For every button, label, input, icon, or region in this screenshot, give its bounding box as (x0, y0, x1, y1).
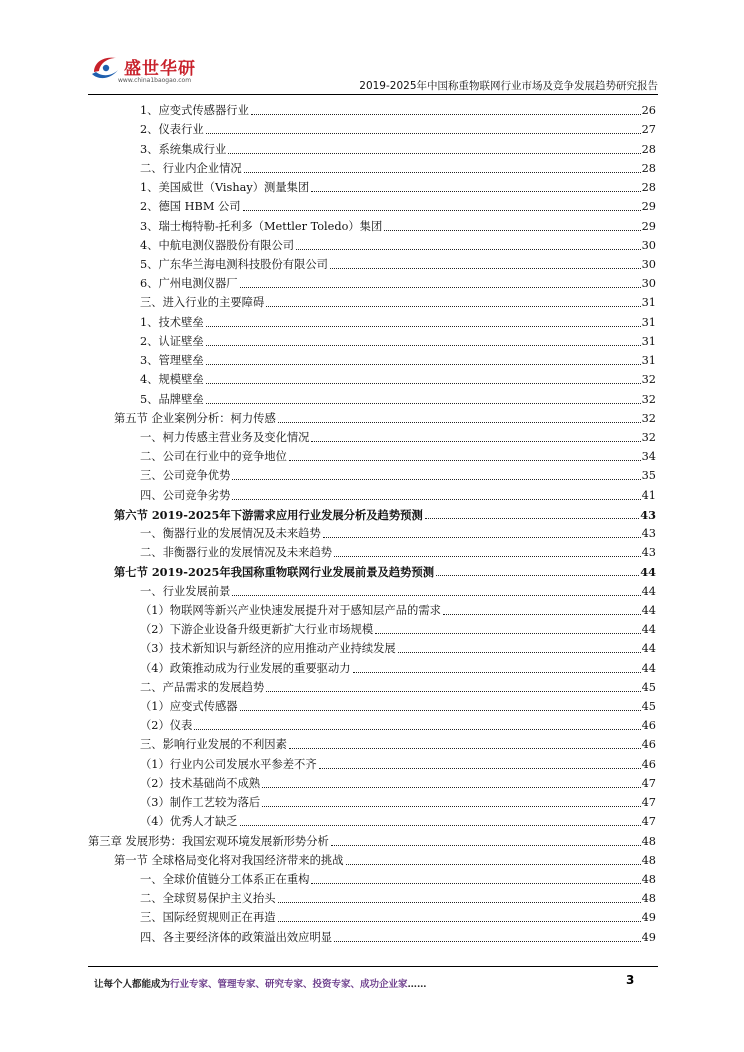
toc-entry-page: 44 (640, 565, 656, 580)
toc-entry-page: 46 (641, 719, 656, 733)
slogan-suffix: …… (407, 979, 427, 990)
toc-entry-page: 28 (641, 161, 656, 175)
toc-entry[interactable] (88, 656, 656, 675)
footer-slogan (94, 976, 427, 990)
toc-dot-leader (278, 921, 641, 922)
toc-entry-page: 44 (641, 584, 656, 598)
logo-url: www.china1baogao.com (118, 77, 192, 84)
toc-entry-page: 32 (641, 373, 656, 387)
toc-entry-page: 28 (641, 142, 656, 156)
toc-dot-leader (311, 441, 640, 442)
toc-entry-label: 一、柯力传感主营业务及变化情况 (140, 430, 310, 444)
report-title: 2019-2025年中国称重物联网行业市场及竞争发展趋势研究报告 (359, 80, 658, 92)
toc-entry[interactable] (88, 637, 656, 656)
toc-entry-page: 47 (641, 776, 656, 790)
toc-entry-page: 44 (641, 642, 656, 656)
toc-dot-leader (262, 806, 640, 807)
toc-entry-page: 31 (641, 315, 656, 329)
toc-entry[interactable] (88, 214, 656, 233)
toc-entry[interactable] (88, 157, 656, 176)
logo-text: 盛世华研 (124, 59, 196, 79)
toc-entry-page: 30 (641, 238, 656, 252)
toc-entry[interactable] (88, 234, 656, 253)
toc-dot-leader (425, 518, 640, 519)
toc-entry-label: 4、中航电测仪器股份有限公司 (140, 238, 295, 252)
toc-entry-label: 第五节 企业案例分析：柯力传感 (114, 411, 276, 425)
toc-entry[interactable] (88, 714, 656, 733)
toc-entry-page: 45 (641, 700, 656, 713)
toc-entry-label: 1、美国威世（Vishay）测量集团 (140, 181, 310, 195)
toc-entry[interactable] (88, 560, 656, 579)
toc-entry-page: 47 (641, 815, 656, 829)
toc-dot-leader (194, 729, 640, 730)
toc-dot-leader (353, 672, 641, 673)
toc-entry-label: （1）应变式传感器 (140, 700, 238, 713)
toc-entry-page: 30 (641, 257, 656, 271)
toc-dot-leader (296, 249, 641, 250)
toc-dot-leader (443, 614, 641, 615)
company-logo (88, 50, 208, 90)
toc-entry-page: 32 (641, 411, 656, 425)
toc-dot-leader (398, 652, 641, 653)
toc-entry-label: 一、衡器行业的发展情况及未来趋势 (140, 527, 321, 541)
toc-entry[interactable] (88, 925, 656, 944)
toc-entry[interactable] (88, 99, 656, 118)
toc-entry-label: （2）技术基础尚不成熟 (140, 776, 261, 790)
page-number: 3 (626, 973, 635, 987)
toc-entry-page: 31 (641, 296, 656, 310)
toc-entry-page: 43 (640, 507, 656, 522)
toc-entry-page: 28 (641, 181, 656, 195)
toc-entry-page: 48 (641, 853, 656, 867)
toc-dot-leader (206, 364, 641, 365)
toc-entry-page: 30 (641, 277, 656, 291)
toc-dot-leader (232, 499, 640, 500)
toc-dot-leader (232, 479, 640, 480)
toc-entry-page: 35 (641, 469, 656, 483)
page-header (88, 44, 658, 92)
toc-dot-leader (206, 326, 641, 327)
toc-dot-leader (228, 153, 640, 154)
toc-entry-page: 29 (641, 219, 656, 233)
slogan-highlight: 行业专家、管理专家、研究专家、投资专家、成功企业家 (170, 979, 408, 990)
toc-entry-label: 第七节 2019-2025年我国称重物联网行业发展前景及趋势预测 (114, 565, 435, 580)
toc-entry-label: 3、系统集成行业 (140, 142, 227, 156)
toc-dot-leader (319, 768, 641, 769)
toc-entry-label: 2、认证壁垒 (140, 334, 204, 348)
toc-dot-leader (240, 710, 641, 711)
toc-entry-label: 3、管理壁垒 (140, 354, 204, 368)
toc-entry-label: 二、行业内企业情况 (140, 161, 242, 175)
toc-entry-label: 5、广东华兰海电测科技股份有限公司 (140, 257, 328, 271)
toc-dot-leader (384, 230, 640, 231)
toc-entry-label: （4）优秀人才缺乏 (140, 815, 238, 829)
toc-entry[interactable] (88, 291, 656, 310)
toc-entry-label: 一、全球价值链分工体系正在重构 (140, 872, 310, 886)
toc-entry-page: 31 (641, 334, 656, 348)
toc-entry-page: 43 (641, 527, 656, 541)
toc-entry[interactable] (88, 464, 656, 483)
toc-dot-leader (206, 133, 641, 134)
toc-entry[interactable] (88, 272, 656, 291)
toc-entry-label: （4）政策推动成为行业发展的重要驱动力 (140, 661, 351, 675)
toc-entry-page: 48 (641, 834, 656, 848)
toc-entry[interactable] (88, 849, 656, 868)
toc-dot-leader (206, 345, 641, 346)
toc-entry-page: 27 (641, 123, 656, 137)
toc-entry-label: 2、德国 HBM 公司 (140, 200, 241, 214)
toc-entry-page: 48 (641, 892, 656, 906)
toc-entry[interactable] (88, 176, 656, 195)
toc-entry-page: 31 (641, 354, 656, 368)
toc-entry[interactable] (88, 310, 656, 329)
toc-entry-page: 34 (641, 450, 656, 464)
toc-entry-page: 47 (641, 796, 656, 810)
toc-entry-label: 第三章 发展形势：我国宏观环境发展新形势分析 (88, 834, 329, 848)
footer-divider (88, 966, 658, 967)
toc-entry[interactable] (88, 599, 656, 618)
toc-dot-leader (243, 210, 641, 211)
toc-entry-label: 一、行业发展前景 (140, 584, 231, 598)
toc-entry-label: （1）物联网等新兴产业快速发展提升对于感知层产品的需求 (140, 603, 441, 617)
toc-entry-page: 46 (641, 757, 656, 771)
toc-dot-leader (346, 864, 641, 865)
toc-entry-page: 49 (641, 930, 656, 944)
toc-entry-label: 第六节 2019-2025年下游需求应用行业发展分析及趋势预测 (114, 507, 423, 522)
toc-entry[interactable] (88, 387, 656, 406)
toc-entry-label: 三、影响行业发展的不利因素 (140, 738, 287, 752)
toc-dot-leader (244, 172, 641, 173)
toc-entry[interactable] (88, 868, 656, 887)
slogan-prefix: 让每个人都能成为 (94, 979, 171, 990)
header-divider (88, 94, 658, 95)
toc-entry-page: 43 (641, 546, 656, 560)
toc-dot-leader (436, 575, 639, 576)
toc-entry-page: 45 (641, 680, 656, 694)
toc-entry-label: 二、非衡器行业的发展情况及未来趋势 (140, 546, 333, 560)
toc-entry-page: 26 (641, 104, 656, 118)
toc-dot-leader (266, 691, 640, 692)
toc-entry-label: 4、规模壁垒 (140, 373, 204, 387)
toc-entry[interactable] (88, 522, 656, 541)
toc-entry-label: 1、技术壁垒 (140, 315, 204, 329)
toc-entry-label: 二、全球贸易保护主义抬头 (140, 892, 276, 906)
toc-entry-label: 三、公司竞争优势 (140, 469, 231, 483)
toc-entry-page: 32 (641, 430, 656, 444)
toc-entry[interactable] (88, 695, 656, 714)
toc-dot-leader (311, 883, 640, 884)
toc-entry-page: 29 (641, 200, 656, 214)
toc-dot-leader (375, 633, 640, 634)
toc-entry[interactable] (88, 330, 656, 349)
toc-entry-label: 3、瑞士梅特勒-托利多（Mettler Toledo）集团 (140, 219, 383, 233)
toc-entry-page: 41 (641, 488, 656, 502)
toc-entry-label: （1）行业内公司发展水平参差不齐 (140, 757, 317, 771)
table-of-contents (88, 99, 656, 945)
toc-entry[interactable] (88, 829, 656, 848)
toc-entry[interactable] (88, 349, 656, 368)
toc-entry[interactable] (88, 118, 656, 137)
toc-entry[interactable] (88, 752, 656, 771)
toc-dot-leader (334, 941, 641, 942)
toc-entry-label: （2）下游企业设备升级更新扩大行业市场规模 (140, 623, 374, 637)
toc-entry[interactable] (88, 887, 656, 906)
toc-entry[interactable] (88, 368, 656, 387)
toc-entry-label: 四、各主要经济体的政策溢出效应明显 (140, 930, 333, 944)
toc-entry-label: 三、国际经贸规则正在再造 (140, 911, 276, 925)
toc-dot-leader (278, 902, 641, 903)
toc-dot-leader (240, 825, 641, 826)
toc-entry-page: 32 (641, 392, 656, 406)
toc-dot-leader (278, 422, 641, 423)
toc-entry[interactable] (88, 137, 656, 156)
toc-entry-label: （3）制作工艺较为落后 (140, 796, 261, 810)
toc-entry-label: （2）仪表 (140, 719, 193, 733)
toc-entry[interactable] (88, 579, 656, 598)
toc-dot-leader (266, 306, 640, 307)
toc-dot-leader (251, 114, 641, 115)
toc-entry[interactable] (88, 733, 656, 752)
toc-entry[interactable] (88, 906, 656, 925)
toc-dot-leader (206, 403, 641, 404)
toc-dot-leader (289, 460, 641, 461)
toc-entry[interactable] (88, 195, 656, 214)
toc-entry[interactable] (88, 810, 656, 829)
toc-dot-leader (206, 383, 641, 384)
toc-dot-leader (331, 845, 641, 846)
toc-dot-leader (232, 595, 640, 596)
toc-entry[interactable] (88, 483, 656, 502)
toc-entry-label: 5、品牌壁垒 (140, 392, 204, 406)
logo-swoosh-icon (90, 52, 120, 82)
toc-dot-leader (330, 268, 641, 269)
toc-entry-label: 二、公司在行业中的竞争地位 (140, 450, 287, 464)
toc-dot-leader (334, 556, 641, 557)
toc-entry-page: 44 (641, 603, 656, 617)
toc-entry[interactable] (88, 407, 656, 426)
toc-entry-page: 49 (641, 911, 656, 925)
toc-entry-label: 1、应变式传感器行业 (140, 104, 249, 118)
toc-entry-page: 44 (641, 661, 656, 675)
toc-entry-label: （3）技术新知识与新经济的应用推动产业持续发展 (140, 642, 396, 656)
toc-entry[interactable] (88, 503, 656, 522)
toc-entry-label: 四、公司竞争劣势 (140, 488, 231, 502)
toc-entry-label: 三、进入行业的主要障碍 (140, 296, 265, 310)
toc-dot-leader (289, 748, 641, 749)
toc-entry[interactable] (88, 426, 656, 445)
toc-entry-page: 44 (641, 623, 656, 637)
toc-entry[interactable] (88, 772, 656, 791)
toc-entry-label: 二、产品需求的发展趋势 (140, 680, 265, 694)
toc-dot-leader (323, 537, 641, 538)
toc-entry-label: 6、广州电测仪器厂 (140, 277, 238, 291)
toc-entry[interactable] (88, 253, 656, 272)
toc-entry-label: 2、仪表行业 (140, 123, 204, 137)
toc-entry[interactable] (88, 541, 656, 560)
toc-entry-page: 48 (641, 872, 656, 886)
toc-entry[interactable] (88, 791, 656, 810)
toc-entry-label: 第一节 全球格局变化将对我国经济带来的挑战 (114, 853, 344, 867)
toc-entry[interactable] (88, 445, 656, 464)
toc-entry[interactable] (88, 676, 656, 695)
toc-entry[interactable] (88, 618, 656, 637)
toc-entry-page: 46 (641, 738, 656, 752)
toc-dot-leader (240, 287, 641, 288)
toc-dot-leader (311, 191, 640, 192)
toc-dot-leader (262, 787, 640, 788)
